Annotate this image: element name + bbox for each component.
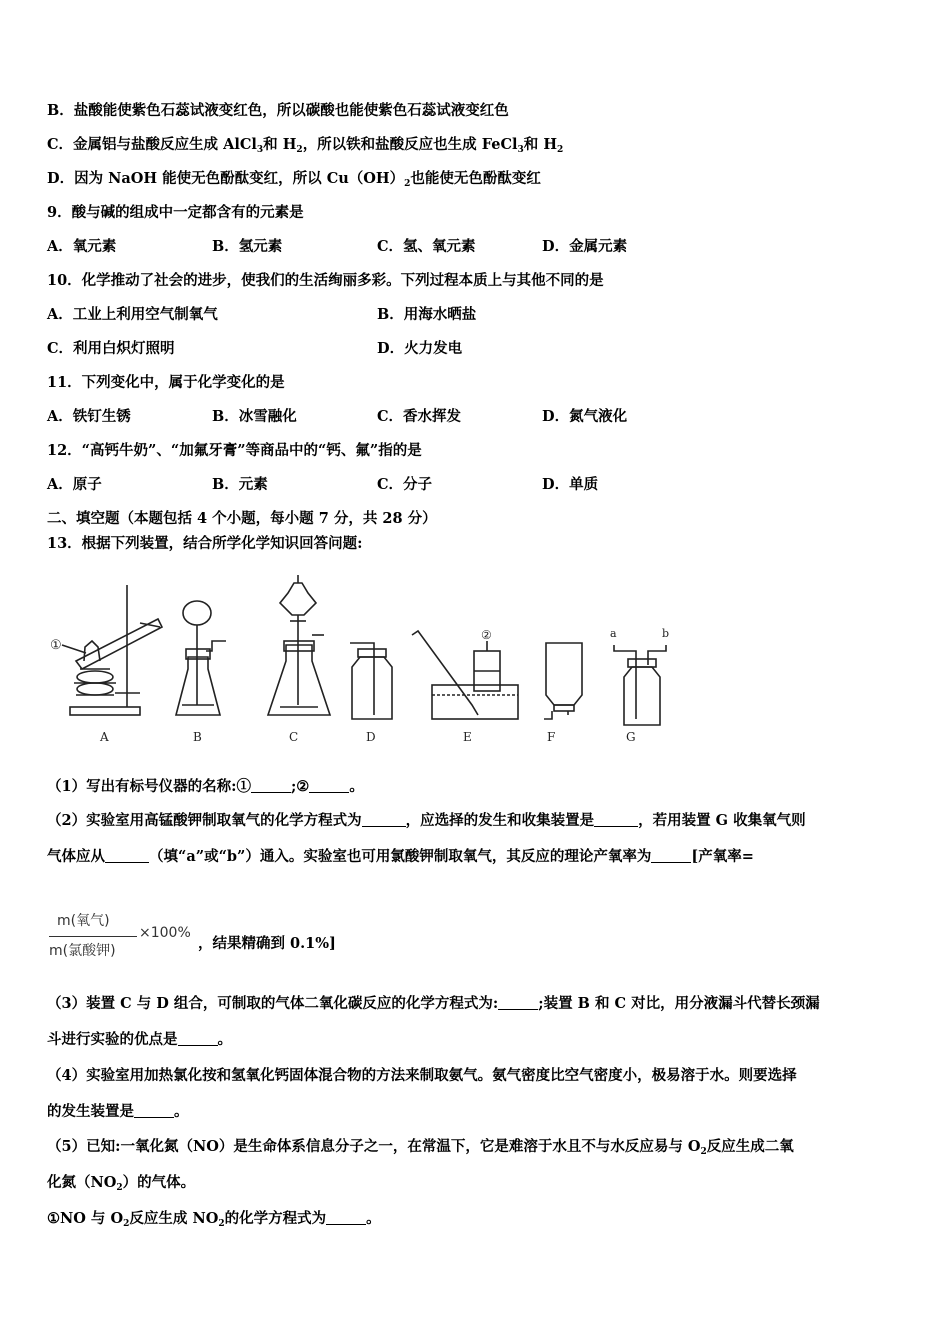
- answer-blank[interactable]: [309, 778, 349, 793]
- q10-option-d: D．火力发电: [377, 340, 463, 357]
- q13-part5-line3: ①NO 与 $O_2$反应生成 $NO_2$的化学方程式为 。: [47, 1210, 381, 1229]
- q13-stem: 13．根据下列装置，结合所学化学知识回答问题:: [47, 535, 363, 552]
- q12-option-d: D．单质: [542, 476, 599, 493]
- q13-part2-line1: （2）实验室用高锰酸钾制取氧气的化学方程式为 ，应选择的发生和收集装置是 ，若用装置 G 收集氧气则: [47, 812, 806, 829]
- answer-blank[interactable]: [326, 1210, 366, 1225]
- apparatus-d: [350, 643, 392, 719]
- apparatus-g: [614, 645, 666, 725]
- q9-option-d: D．金属元素: [542, 238, 628, 255]
- q11-option-c: C．香水挥发: [377, 408, 462, 425]
- q9-stem: 9．酸与碱的组成中一定都含有的元素是: [47, 204, 304, 221]
- label-A: A: [100, 730, 109, 744]
- q11-option-d: D．氮气液化: [542, 408, 628, 425]
- answer-blank[interactable]: [594, 812, 638, 827]
- q9-option-b: B．氢元素: [212, 238, 283, 255]
- label-D: D: [366, 730, 376, 744]
- apparatus-f: [544, 643, 582, 719]
- q13-part2-line3: ，结果精确到 0.1%]: [198, 935, 336, 952]
- apparatus-b: [176, 601, 226, 715]
- q13-part3-line2: 斗进行实验的优点是 。: [47, 1031, 232, 1048]
- q9-option-c: C．氢、氧元素: [377, 238, 476, 255]
- q13-part4-line2: 的发生装置是 。: [47, 1103, 189, 1120]
- q12-stem: 12．“高钙牛奶”、“加氟牙膏”等商品中的“钙、氟”指的是: [47, 442, 422, 459]
- q13-part4-line1: （4）实验室用加热氯化按和氢氧化钙固体混合物的方法来制取氨气。氨气密度比空气密度小，极易溶于水。则要选择: [47, 1067, 797, 1084]
- section-heading: 二、填空题（本题包括 4 个小题，每小题 7 分，共 28 分）: [47, 510, 437, 527]
- answer-blank[interactable]: [251, 778, 291, 793]
- apparatus-a: [70, 585, 162, 715]
- q13-part5-line2: 化氮$(NO_2)$的气体。: [47, 1174, 196, 1193]
- q8-option-b: B．盐酸能使紫色石蕊试液变红色，所以碳酸也能使紫色石蕊试液变红色: [47, 102, 509, 119]
- label-b: b: [662, 627, 670, 640]
- q10-option-b: B．用海水晒盐: [377, 306, 477, 323]
- q13-part1: （1）写出有标号仪器的名称:① ;② 。: [47, 778, 364, 795]
- formula-multiplier: ×100%: [139, 925, 191, 941]
- answer-blank[interactable]: [105, 848, 149, 863]
- q11-option-b: B．冰雪融化: [212, 408, 297, 425]
- q12-option-b: B．元素: [212, 476, 268, 493]
- q8-option-d: D．因为 NaOH 能使无色酚酞变红，所以 $Cu(OH)_2$也能使无色酚酞变红: [47, 170, 541, 189]
- oxygen-yield-formula: [47, 908, 197, 968]
- q11-stem: 11．下列变化中，属于化学变化的是: [47, 374, 285, 391]
- fraction-bar: [49, 936, 137, 937]
- apparatus-c: [268, 575, 330, 715]
- q10-option-c: C．利用白炽灯照明: [47, 340, 175, 357]
- marker-2: ②: [481, 628, 492, 642]
- formula-numerator: m(氧气): [57, 913, 110, 929]
- label-F: F: [547, 730, 556, 744]
- q9-option-a: A．氧元素: [47, 238, 117, 255]
- q12-option-c: C．分子: [377, 476, 433, 493]
- label-B: B: [193, 730, 202, 744]
- answer-blank[interactable]: [178, 1031, 218, 1046]
- label-C: C: [289, 730, 299, 744]
- formula-denominator: m(氯酸钾): [49, 943, 116, 959]
- q12-option-a: A．原子: [47, 476, 102, 493]
- q13-part5-line1: （5）已知:一氧化氮（NO）是生命体系信息分子之一，在常温下，它是难溶于水且不与水反应易与 $O_2$反应生成二氧: [47, 1138, 794, 1157]
- label-E: E: [463, 730, 472, 744]
- label-G: G: [626, 730, 636, 744]
- answer-blank[interactable]: [362, 812, 406, 827]
- marker-1: ①: [50, 638, 62, 653]
- q13-part3-line1: （3）装置 C 与 D 组合，可制取的气体二氧化碳反应的化学方程式为: ;装置 B 和 C 对比，用分液漏斗代替长颈漏: [47, 995, 820, 1012]
- q10-option-a: A．工业上利用空气制氧气: [47, 306, 218, 323]
- apparatus-diagram: [40, 565, 700, 750]
- apparatus-e: [412, 631, 518, 719]
- q10-stem: 10．化学推动了社会的进步，使我们的生活绚丽多彩。下列过程本质上与其他不同的是: [47, 272, 604, 289]
- answer-blank[interactable]: [651, 848, 691, 863]
- answer-blank[interactable]: [134, 1103, 174, 1118]
- answer-blank[interactable]: [498, 995, 538, 1010]
- q11-option-a: A．铁钉生锈: [47, 408, 131, 425]
- label-a: a: [610, 627, 617, 640]
- q13-part2-line2: 气体应从 （填“a”或“b”）通入。实验室也可用氯酸钾制取氧气，其反应的理论产氧率为 [产氧率=: [47, 848, 754, 865]
- q8-option-c: C．金属铝与盐酸反应生成 AlCl$_3$和 $H_2$，所以铁和盐酸反应也生成 FeCl$_3$和 $H_2$: [47, 136, 564, 155]
